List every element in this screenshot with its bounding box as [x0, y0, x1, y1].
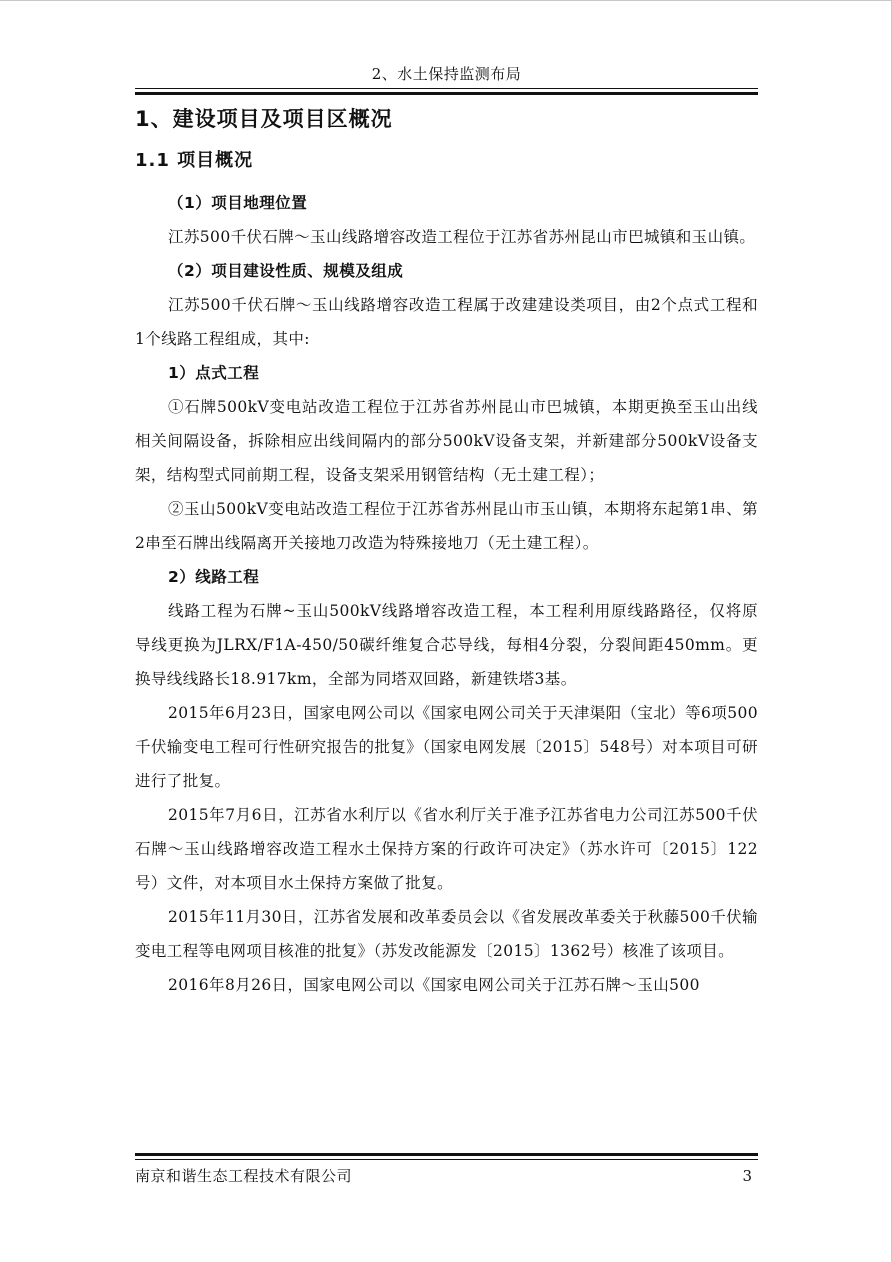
point-project-item-2: ②玉山500kV变电站改造工程位于江苏省苏州昆山市玉山镇，本期将东起第1串、第2串至石牌出线隔离开关接地刀改造为特殊接地刀（无土建工程）。 — [135, 500, 758, 552]
running-header: 2、水土保持监测布局 — [371, 65, 522, 83]
point-project-item-1: ①石牌500kV变电站改造工程位于江苏省苏州昆山市巴城镇，本期更换至玉山出线相关间隔设备，拆除相应出线间隔内的部分500kV设备支架，并新建部分500kV设备支架，结构型式同前期工程，设备支架采用钢管结构（无土建工程）； — [135, 398, 758, 484]
approval-paragraph-2: 2015年7月6日，江苏省水利厅以《省水利厅关于准予江苏省电力公司江苏500千伏石牌～玉山线路增容改造工程水土保持方案的行政许可决定》（苏水许可〔2015〕122号）文件，对本项目水土保持方案做了批复。 — [135, 806, 758, 892]
line-project-paragraph: 线路工程为石牌~玉山500kV线路增容改造工程，本工程利用原线路路径，仅将原导线更换为JLRX/F1A-450/50碳纤维复合芯导线，每相4分裂，分裂间距450mm。更换导线线路长18.917km，全部为同塔双回路，新建铁塔3基。 — [135, 602, 758, 688]
footer-rule-thick — [135, 1153, 758, 1156]
approval-paragraph-3: 2015年11月30日，江苏省发展和改革委员会以《省发展改革委关于秋藤500千伏输变电工程等电网项目核准的批复》（苏发改能源发〔2015〕1362号）核准了该项目。 — [135, 908, 758, 960]
approval-paragraph-1: 2015年6月23日，国家电网公司以《国家电网公司关于天津渠阳（宝北）等6项500千伏输变电工程可行性研究报告的批复》（国家电网发展〔2015〕548号）对本项目可研进行了批复。 — [135, 704, 758, 790]
footer-rule-thin — [135, 1159, 758, 1160]
location-heading: （1）项目地理位置 — [168, 194, 308, 212]
section-heading: 1、建设项目及项目区概况 — [135, 107, 393, 131]
footer-company: 南京和谐生态工程技术有限公司 — [135, 1167, 353, 1185]
nature-heading: （2）项目建设性质、规模及组成 — [168, 262, 404, 280]
page-top-border — [0, 0, 892, 1]
header-rule-thick — [135, 92, 758, 95]
subsection-heading: 1.1 项目概况 — [135, 150, 254, 171]
point-project-heading: 1）点式工程 — [168, 364, 260, 382]
line-project-heading: 2）线路工程 — [168, 568, 260, 586]
approval-paragraph-4: 2016年8月26日，国家电网公司以《国家电网公司关于江苏石牌～玉山500 — [168, 976, 700, 994]
location-paragraph: 江苏500千伏石牌～玉山线路增容改造工程位于江苏省苏州昆山市巴城镇和玉山镇。 — [168, 228, 756, 246]
document-body — [135, 104, 758, 1002]
page-number: 3 — [742, 1167, 752, 1185]
header-rule-thin — [135, 88, 758, 89]
nature-paragraph: 江苏500千伏石牌～玉山线路增容改造工程属于改建建设类项目，由2个点式工程和1个线路工程组成，其中: — [135, 296, 758, 348]
